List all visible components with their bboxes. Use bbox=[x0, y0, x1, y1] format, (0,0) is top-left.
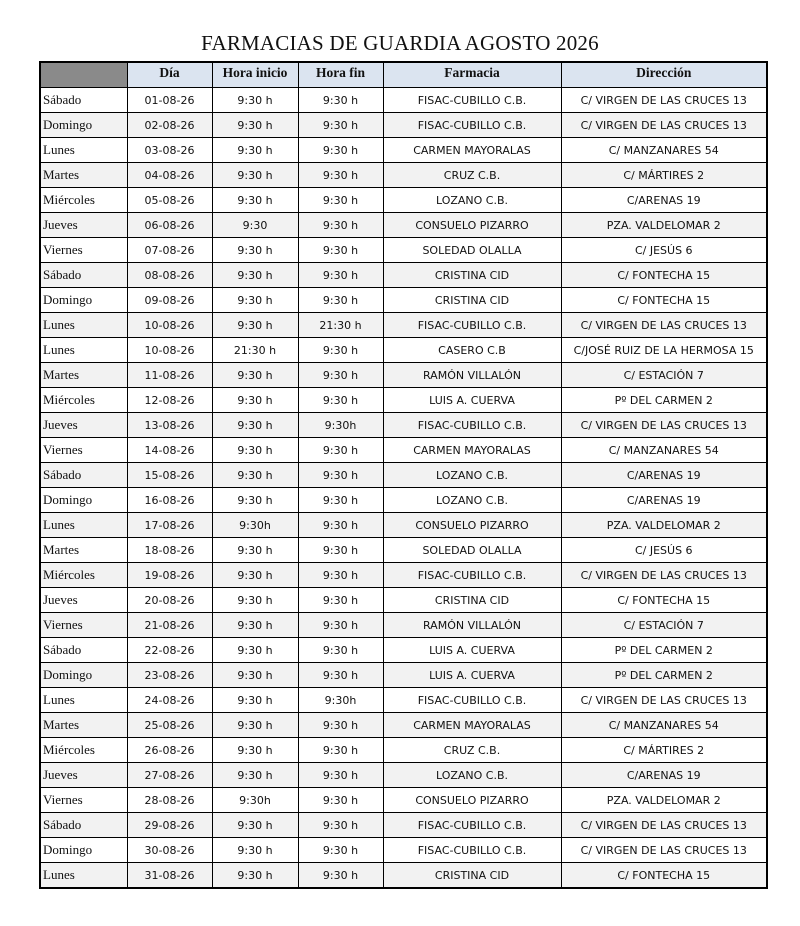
pharmacy-cell: RAMÓN VILLALÓN bbox=[383, 363, 561, 388]
table-row bbox=[40, 138, 767, 163]
table-row bbox=[40, 113, 767, 138]
date-cell: 16-08-26 bbox=[127, 488, 212, 513]
weekday-cell: Miércoles bbox=[40, 188, 127, 213]
start-time-cell: 9:30 h bbox=[212, 763, 298, 788]
table-body bbox=[40, 88, 767, 889]
weekday-cell: Jueves bbox=[40, 588, 127, 613]
date-cell: 11-08-26 bbox=[127, 363, 212, 388]
date-cell: 17-08-26 bbox=[127, 513, 212, 538]
address-cell: C/ARENAS 19 bbox=[561, 488, 767, 513]
table-row bbox=[40, 838, 767, 863]
pharmacy-cell: LOZANO C.B. bbox=[383, 763, 561, 788]
start-time-cell: 9:30 h bbox=[212, 413, 298, 438]
start-time-cell: 9:30 h bbox=[212, 363, 298, 388]
start-time-cell: 9:30 bbox=[212, 213, 298, 238]
end-time-cell: 9:30 h bbox=[298, 613, 383, 638]
date-cell: 03-08-26 bbox=[127, 138, 212, 163]
start-time-cell: 9:30 h bbox=[212, 463, 298, 488]
weekday-cell: Lunes bbox=[40, 313, 127, 338]
pharmacy-cell: CARMEN MAYORALAS bbox=[383, 713, 561, 738]
header-dia: Día bbox=[127, 62, 212, 88]
pharmacy-cell: CRISTINA CID bbox=[383, 588, 561, 613]
end-time-cell: 9:30 h bbox=[298, 538, 383, 563]
pharmacy-cell: SOLEDAD OLALLA bbox=[383, 538, 561, 563]
start-time-cell: 9:30 h bbox=[212, 113, 298, 138]
address-cell: PZA. VALDELOMAR 2 bbox=[561, 788, 767, 813]
weekday-cell: Lunes bbox=[40, 138, 127, 163]
end-time-cell: 9:30 h bbox=[298, 488, 383, 513]
table-row bbox=[40, 588, 767, 613]
date-cell: 09-08-26 bbox=[127, 288, 212, 313]
weekday-cell: Martes bbox=[40, 538, 127, 563]
pharmacy-cell: LOZANO C.B. bbox=[383, 488, 561, 513]
end-time-cell: 9:30h bbox=[298, 688, 383, 713]
table-row bbox=[40, 713, 767, 738]
weekday-cell: Lunes bbox=[40, 863, 127, 889]
end-time-cell: 9:30 h bbox=[298, 713, 383, 738]
date-cell: 13-08-26 bbox=[127, 413, 212, 438]
address-cell: C/ FONTECHA 15 bbox=[561, 863, 767, 889]
table-row bbox=[40, 763, 767, 788]
address-cell: Pº DEL CARMEN 2 bbox=[561, 388, 767, 413]
date-cell: 22-08-26 bbox=[127, 638, 212, 663]
pharmacy-cell: CRUZ C.B. bbox=[383, 163, 561, 188]
table-row bbox=[40, 688, 767, 713]
end-time-cell: 9:30 h bbox=[298, 163, 383, 188]
address-cell: C/ FONTECHA 15 bbox=[561, 263, 767, 288]
weekday-cell: Sábado bbox=[40, 88, 127, 113]
end-time-cell: 9:30 h bbox=[298, 738, 383, 763]
address-cell: C/ JESÚS 6 bbox=[561, 538, 767, 563]
address-cell: C/ARENAS 19 bbox=[561, 763, 767, 788]
end-time-cell: 9:30 h bbox=[298, 113, 383, 138]
pharmacy-cell: CRISTINA CID bbox=[383, 263, 561, 288]
weekday-cell: Viernes bbox=[40, 438, 127, 463]
address-cell: C/ VIRGEN DE LAS CRUCES 13 bbox=[561, 313, 767, 338]
end-time-cell: 9:30 h bbox=[298, 838, 383, 863]
address-cell: C/ VIRGEN DE LAS CRUCES 13 bbox=[561, 813, 767, 838]
weekday-cell: Sábado bbox=[40, 638, 127, 663]
date-cell: 04-08-26 bbox=[127, 163, 212, 188]
address-cell: C/ VIRGEN DE LAS CRUCES 13 bbox=[561, 413, 767, 438]
pharmacy-cell: LUIS A. CUERVA bbox=[383, 663, 561, 688]
table-row bbox=[40, 463, 767, 488]
header-corner-cell bbox=[40, 62, 127, 88]
address-cell: C/ VIRGEN DE LAS CRUCES 13 bbox=[561, 688, 767, 713]
address-cell: PZA. VALDELOMAR 2 bbox=[561, 513, 767, 538]
start-time-cell: 9:30 h bbox=[212, 438, 298, 463]
start-time-cell: 21:30 h bbox=[212, 338, 298, 363]
address-cell: C/ FONTECHA 15 bbox=[561, 588, 767, 613]
address-cell: C/ VIRGEN DE LAS CRUCES 13 bbox=[561, 113, 767, 138]
pharmacy-cell: CONSUELO PIZARRO bbox=[383, 213, 561, 238]
date-cell: 26-08-26 bbox=[127, 738, 212, 763]
pharmacy-cell: CONSUELO PIZARRO bbox=[383, 788, 561, 813]
table-row bbox=[40, 88, 767, 113]
start-time-cell: 9:30 h bbox=[212, 538, 298, 563]
date-cell: 02-08-26 bbox=[127, 113, 212, 138]
address-cell: Pº DEL CARMEN 2 bbox=[561, 663, 767, 688]
date-cell: 15-08-26 bbox=[127, 463, 212, 488]
weekday-cell: Jueves bbox=[40, 213, 127, 238]
weekday-cell: Domingo bbox=[40, 663, 127, 688]
table-row bbox=[40, 288, 767, 313]
start-time-cell: 9:30 h bbox=[212, 813, 298, 838]
weekday-cell: Domingo bbox=[40, 288, 127, 313]
date-cell: 29-08-26 bbox=[127, 813, 212, 838]
start-time-cell: 9:30 h bbox=[212, 138, 298, 163]
end-time-cell: 9:30 h bbox=[298, 588, 383, 613]
date-cell: 08-08-26 bbox=[127, 263, 212, 288]
pharmacy-cell: FISAC-CUBILLO C.B. bbox=[383, 838, 561, 863]
start-time-cell: 9:30 h bbox=[212, 688, 298, 713]
address-cell: C/ARENAS 19 bbox=[561, 188, 767, 213]
date-cell: 05-08-26 bbox=[127, 188, 212, 213]
table-row bbox=[40, 513, 767, 538]
start-time-cell: 9:30 h bbox=[212, 188, 298, 213]
pharmacy-cell: CRISTINA CID bbox=[383, 288, 561, 313]
weekday-cell: Lunes bbox=[40, 688, 127, 713]
weekday-cell: Viernes bbox=[40, 613, 127, 638]
address-cell: C/ ESTACIÓN 7 bbox=[561, 363, 767, 388]
end-time-cell: 9:30 h bbox=[298, 813, 383, 838]
address-cell: C/ JESÚS 6 bbox=[561, 238, 767, 263]
start-time-cell: 9:30 h bbox=[212, 288, 298, 313]
end-time-cell: 9:30 h bbox=[298, 663, 383, 688]
weekday-cell: Miércoles bbox=[40, 388, 127, 413]
end-time-cell: 9:30 h bbox=[298, 263, 383, 288]
end-time-cell: 9:30 h bbox=[298, 138, 383, 163]
end-time-cell: 21:30 h bbox=[298, 313, 383, 338]
table-row bbox=[40, 213, 767, 238]
address-cell: Pº DEL CARMEN 2 bbox=[561, 638, 767, 663]
table-row bbox=[40, 263, 767, 288]
address-cell: C/ MANZANARES 54 bbox=[561, 438, 767, 463]
weekday-cell: Viernes bbox=[40, 788, 127, 813]
table-row bbox=[40, 813, 767, 838]
address-cell: C/ARENAS 19 bbox=[561, 463, 767, 488]
start-time-cell: 9:30 h bbox=[212, 838, 298, 863]
table-row bbox=[40, 363, 767, 388]
date-cell: 25-08-26 bbox=[127, 713, 212, 738]
header-farmacia: Farmacia bbox=[383, 62, 561, 88]
address-cell: C/ FONTECHA 15 bbox=[561, 288, 767, 313]
address-cell: PZA. VALDELOMAR 2 bbox=[561, 213, 767, 238]
start-time-cell: 9:30 h bbox=[212, 588, 298, 613]
end-time-cell: 9:30 h bbox=[298, 563, 383, 588]
table-row bbox=[40, 388, 767, 413]
address-cell: C/ MANZANARES 54 bbox=[561, 138, 767, 163]
pharmacy-cell: CASERO C.B bbox=[383, 338, 561, 363]
end-time-cell: 9:30 h bbox=[298, 513, 383, 538]
end-time-cell: 9:30 h bbox=[298, 463, 383, 488]
date-cell: 12-08-26 bbox=[127, 388, 212, 413]
pharmacy-cell: LOZANO C.B. bbox=[383, 188, 561, 213]
start-time-cell: 9:30 h bbox=[212, 388, 298, 413]
end-time-cell: 9:30 h bbox=[298, 763, 383, 788]
header-row bbox=[40, 62, 767, 88]
table-row bbox=[40, 738, 767, 763]
schedule-table bbox=[39, 61, 768, 889]
date-cell: 24-08-26 bbox=[127, 688, 212, 713]
weekday-cell: Viernes bbox=[40, 238, 127, 263]
date-cell: 20-08-26 bbox=[127, 588, 212, 613]
start-time-cell: 9:30 h bbox=[212, 863, 298, 889]
start-time-cell: 9:30 h bbox=[212, 563, 298, 588]
end-time-cell: 9:30 h bbox=[298, 88, 383, 113]
pharmacy-cell: LOZANO C.B. bbox=[383, 463, 561, 488]
table-row bbox=[40, 338, 767, 363]
weekday-cell: Miércoles bbox=[40, 738, 127, 763]
address-cell: C/ MÁRTIRES 2 bbox=[561, 163, 767, 188]
end-time-cell: 9:30 h bbox=[298, 213, 383, 238]
table-row bbox=[40, 613, 767, 638]
weekday-cell: Jueves bbox=[40, 413, 127, 438]
date-cell: 19-08-26 bbox=[127, 563, 212, 588]
date-cell: 07-08-26 bbox=[127, 238, 212, 263]
pharmacy-cell: CRISTINA CID bbox=[383, 863, 561, 889]
pharmacy-cell: FISAC-CUBILLO C.B. bbox=[383, 413, 561, 438]
weekday-cell: Miércoles bbox=[40, 563, 127, 588]
pharmacy-cell: FISAC-CUBILLO C.B. bbox=[383, 688, 561, 713]
start-time-cell: 9:30 h bbox=[212, 238, 298, 263]
address-cell: C/ VIRGEN DE LAS CRUCES 13 bbox=[561, 563, 767, 588]
weekday-cell: Jueves bbox=[40, 763, 127, 788]
header-hora-fin: Hora fin bbox=[298, 62, 383, 88]
table-row bbox=[40, 788, 767, 813]
end-time-cell: 9:30 h bbox=[298, 788, 383, 813]
pharmacy-cell: FISAC-CUBILLO C.B. bbox=[383, 88, 561, 113]
table-row bbox=[40, 488, 767, 513]
start-time-cell: 9:30h bbox=[212, 513, 298, 538]
page-title: FARMACIAS DE GUARDIA AGOSTO 2026 bbox=[201, 31, 599, 55]
end-time-cell: 9:30 h bbox=[298, 638, 383, 663]
start-time-cell: 9:30 h bbox=[212, 488, 298, 513]
end-time-cell: 9:30 h bbox=[298, 863, 383, 889]
weekday-cell: Domingo bbox=[40, 113, 127, 138]
pharmacy-cell: CONSUELO PIZARRO bbox=[383, 513, 561, 538]
address-cell: C/JOSÉ RUIZ DE LA HERMOSA 15 bbox=[561, 338, 767, 363]
start-time-cell: 9:30 h bbox=[212, 313, 298, 338]
address-cell: C/ ESTACIÓN 7 bbox=[561, 613, 767, 638]
pharmacy-cell: FISAC-CUBILLO C.B. bbox=[383, 563, 561, 588]
date-cell: 21-08-26 bbox=[127, 613, 212, 638]
table-row bbox=[40, 563, 767, 588]
end-time-cell: 9:30h bbox=[298, 413, 383, 438]
pharmacy-cell: SOLEDAD OLALLA bbox=[383, 238, 561, 263]
table-row bbox=[40, 238, 767, 263]
header-direccion: Dirección bbox=[561, 62, 767, 88]
start-time-cell: 9:30 h bbox=[212, 713, 298, 738]
pharmacy-cell: FISAC-CUBILLO C.B. bbox=[383, 313, 561, 338]
start-time-cell: 9:30 h bbox=[212, 738, 298, 763]
pharmacy-cell: CARMEN MAYORALAS bbox=[383, 438, 561, 463]
end-time-cell: 9:30 h bbox=[298, 238, 383, 263]
end-time-cell: 9:30 h bbox=[298, 338, 383, 363]
weekday-cell: Martes bbox=[40, 363, 127, 388]
table-row bbox=[40, 313, 767, 338]
table-row bbox=[40, 638, 767, 663]
start-time-cell: 9:30 h bbox=[212, 88, 298, 113]
date-cell: 31-08-26 bbox=[127, 863, 212, 889]
start-time-cell: 9:30h bbox=[212, 788, 298, 813]
address-cell: C/ MANZANARES 54 bbox=[561, 713, 767, 738]
table-row bbox=[40, 163, 767, 188]
end-time-cell: 9:30 h bbox=[298, 188, 383, 213]
weekday-cell: Sábado bbox=[40, 263, 127, 288]
weekday-cell: Lunes bbox=[40, 513, 127, 538]
weekday-cell: Domingo bbox=[40, 838, 127, 863]
start-time-cell: 9:30 h bbox=[212, 263, 298, 288]
date-cell: 10-08-26 bbox=[127, 313, 212, 338]
date-cell: 30-08-26 bbox=[127, 838, 212, 863]
weekday-cell: Lunes bbox=[40, 338, 127, 363]
date-cell: 28-08-26 bbox=[127, 788, 212, 813]
date-cell: 27-08-26 bbox=[127, 763, 212, 788]
end-time-cell: 9:30 h bbox=[298, 363, 383, 388]
pharmacy-cell: RAMÓN VILLALÓN bbox=[383, 613, 561, 638]
table-row bbox=[40, 413, 767, 438]
date-cell: 18-08-26 bbox=[127, 538, 212, 563]
start-time-cell: 9:30 h bbox=[212, 613, 298, 638]
date-cell: 14-08-26 bbox=[127, 438, 212, 463]
weekday-cell: Domingo bbox=[40, 488, 127, 513]
header-hora-inicio: Hora inicio bbox=[212, 62, 298, 88]
pharmacy-cell: CRUZ C.B. bbox=[383, 738, 561, 763]
pharmacy-cell: FISAC-CUBILLO C.B. bbox=[383, 113, 561, 138]
end-time-cell: 9:30 h bbox=[298, 288, 383, 313]
weekday-cell: Sábado bbox=[40, 463, 127, 488]
date-cell: 10-08-26 bbox=[127, 338, 212, 363]
weekday-cell: Martes bbox=[40, 713, 127, 738]
table-row bbox=[40, 438, 767, 463]
pharmacy-cell: CARMEN MAYORALAS bbox=[383, 138, 561, 163]
end-time-cell: 9:30 h bbox=[298, 388, 383, 413]
table-row bbox=[40, 188, 767, 213]
weekday-cell: Martes bbox=[40, 163, 127, 188]
address-cell: C/ MÁRTIRES 2 bbox=[561, 738, 767, 763]
table-row bbox=[40, 863, 767, 889]
start-time-cell: 9:30 h bbox=[212, 638, 298, 663]
table-row bbox=[40, 538, 767, 563]
date-cell: 06-08-26 bbox=[127, 213, 212, 238]
pharmacy-cell: LUIS A. CUERVA bbox=[383, 638, 561, 663]
date-cell: 01-08-26 bbox=[127, 88, 212, 113]
address-cell: C/ VIRGEN DE LAS CRUCES 13 bbox=[561, 88, 767, 113]
start-time-cell: 9:30 h bbox=[212, 163, 298, 188]
table-row bbox=[40, 663, 767, 688]
pharmacy-cell: LUIS A. CUERVA bbox=[383, 388, 561, 413]
end-time-cell: 9:30 h bbox=[298, 438, 383, 463]
address-cell: C/ VIRGEN DE LAS CRUCES 13 bbox=[561, 838, 767, 863]
start-time-cell: 9:30 h bbox=[212, 663, 298, 688]
date-cell: 23-08-26 bbox=[127, 663, 212, 688]
pharmacy-cell: FISAC-CUBILLO C.B. bbox=[383, 813, 561, 838]
weekday-cell: Sábado bbox=[40, 813, 127, 838]
